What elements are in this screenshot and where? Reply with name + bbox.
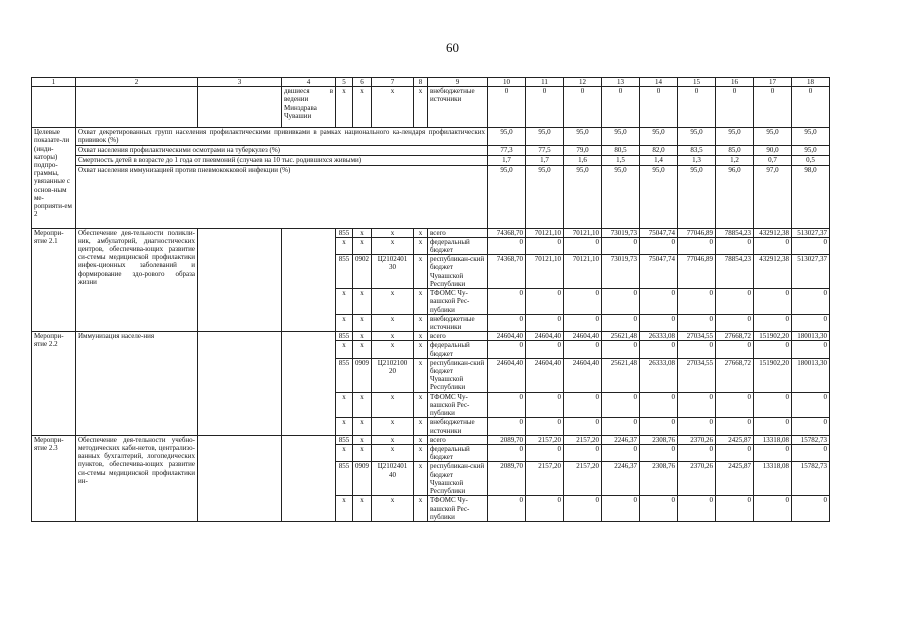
funding-source: федеральный бюджет — [428, 341, 488, 358]
column-number: 5 — [336, 78, 353, 87]
value-cell: 0 — [716, 418, 754, 435]
value-cell: 0 — [640, 289, 678, 315]
value-cell: 13318,08 — [754, 435, 792, 444]
indicator-value: 79,0 — [564, 145, 602, 155]
value-cell: 0 — [792, 237, 830, 254]
budget-code-cell: 855 — [336, 462, 353, 496]
value-cell: 0 — [602, 496, 640, 522]
budget-code-cell: Ц2102401 40 — [372, 462, 414, 496]
indicator-value: 1,6 — [564, 155, 602, 165]
column-number: 13 — [602, 78, 640, 87]
budget-code-cell: 855 — [336, 332, 353, 341]
value-cell: 0 — [640, 314, 678, 331]
budget-code-cell: x — [353, 87, 372, 128]
value-cell: 0 — [754, 289, 792, 315]
value-cell: 27668,72 — [716, 358, 754, 392]
value-cell: 0 — [754, 87, 792, 128]
value-cell: 26333,08 — [640, 358, 678, 392]
indicator-value: 95,0 — [564, 165, 602, 228]
budget-code-cell: x — [353, 392, 372, 418]
empty-cell — [282, 435, 336, 521]
empty-cell — [282, 228, 336, 332]
empty-cell — [76, 87, 198, 128]
column-number: 1 — [32, 78, 76, 87]
budget-code-cell: x — [372, 496, 414, 522]
budget-code-cell: x — [336, 445, 353, 462]
funding-source: всего — [428, 332, 488, 341]
value-cell: 0 — [678, 341, 716, 358]
value-cell: 73019,73 — [602, 255, 640, 289]
budget-code-cell: x — [372, 392, 414, 418]
indicator-text: Охват декретированных групп населения профилактическими прививками в рамках национального ка-лендаря профилактических прививок (%) — [76, 128, 488, 145]
budget-code-cell: x — [353, 314, 372, 331]
value-cell: 0 — [716, 496, 754, 522]
funding-source: внебюджетные источники — [428, 418, 488, 435]
value-cell: 70121,10 — [564, 228, 602, 237]
indicator-value: 95,0 — [526, 165, 564, 228]
value-cell: 0 — [488, 418, 526, 435]
value-cell: 2370,26 — [678, 435, 716, 444]
value-cell: 25621,48 — [602, 332, 640, 341]
indicator-value: 1,3 — [678, 155, 716, 165]
indicator-value: 96,0 — [716, 165, 754, 228]
value-cell: 15782,73 — [792, 462, 830, 496]
budget-code-cell: x — [414, 228, 428, 237]
value-cell: 0 — [488, 314, 526, 331]
funding-source: республикан-ский бюджет Чувашской Республики — [428, 462, 488, 496]
value-cell: 2089,70 — [488, 462, 526, 496]
column-number: 9 — [428, 78, 488, 87]
value-cell: 0 — [678, 392, 716, 418]
indicator-text: Охват населения иммунизацией против пневмококковой инфекции (%) — [76, 165, 488, 228]
budget-code-cell: x — [372, 237, 414, 254]
executor-cell: двшиеся в ведении Минздрава Чувашии — [282, 87, 336, 128]
value-cell: 0 — [754, 341, 792, 358]
value-cell: 24604,40 — [526, 358, 564, 392]
value-cell: 2308,76 — [640, 462, 678, 496]
value-cell: 0 — [792, 87, 830, 128]
value-cell: 0 — [678, 418, 716, 435]
value-cell: 0 — [678, 445, 716, 462]
budget-code-cell: x — [336, 418, 353, 435]
value-cell: 0 — [678, 496, 716, 522]
value-cell: 0 — [602, 445, 640, 462]
indicator-value: 95,0 — [640, 165, 678, 228]
value-cell: 0 — [792, 314, 830, 331]
value-cell: 0 — [602, 392, 640, 418]
measure-label: Меропри-ятие 2.3 — [32, 435, 76, 521]
indicator-value: 95,0 — [640, 128, 678, 145]
value-cell: 74368,70 — [488, 255, 526, 289]
budget-code-cell: x — [336, 314, 353, 331]
measure-name: Обеспечение дея-тельности учебно-методических каби-нетов, централизо-ванных бухгалтерий, логопедических пунктов, обеспечива-ющих развитие си-стемы медицинской профилактики ин- — [76, 435, 198, 521]
value-cell: 0 — [602, 418, 640, 435]
indicator-value: 95,0 — [564, 128, 602, 145]
budget-code-cell: x — [414, 496, 428, 522]
value-cell: 77046,89 — [678, 228, 716, 237]
value-cell: 2157,20 — [526, 462, 564, 496]
value-cell: 27034,55 — [678, 332, 716, 341]
value-cell: 432912,38 — [754, 228, 792, 237]
table-row — [32, 87, 830, 128]
value-cell: 78854,23 — [716, 228, 754, 237]
value-cell: 0 — [488, 237, 526, 254]
value-cell: 0 — [640, 418, 678, 435]
budget-code-cell: x — [414, 332, 428, 341]
indicator-value: 0,7 — [754, 155, 792, 165]
value-cell: 2246,37 — [602, 435, 640, 444]
budget-code-cell: x — [414, 341, 428, 358]
budget-code-cell: 855 — [336, 435, 353, 444]
budget-code-cell: x — [336, 289, 353, 315]
column-number: 8 — [414, 78, 428, 87]
indicator-value: 95,0 — [602, 128, 640, 145]
funding-source: ТФОМС Чу-вашской Рес-публики — [428, 289, 488, 315]
value-cell: 24604,40 — [488, 358, 526, 392]
value-cell: 0 — [754, 496, 792, 522]
value-cell: 0 — [678, 87, 716, 128]
value-cell: 73019,73 — [602, 228, 640, 237]
value-cell: 75047,74 — [640, 255, 678, 289]
value-cell: 180013,30 — [792, 332, 830, 341]
value-cell: 0 — [564, 314, 602, 331]
budget-code-cell: x — [372, 445, 414, 462]
funding-source: федеральный бюджет — [428, 445, 488, 462]
value-cell: 0 — [678, 237, 716, 254]
value-cell: 0 — [678, 289, 716, 315]
budget-code-cell: x — [336, 237, 353, 254]
column-number: 18 — [792, 78, 830, 87]
indicator-value: 1,4 — [640, 155, 678, 165]
budget-code-cell: x — [414, 358, 428, 392]
budget-code-cell: x — [353, 418, 372, 435]
value-cell: 24604,40 — [564, 332, 602, 341]
budget-code-cell: Ц2102401 30 — [372, 255, 414, 289]
budget-code-cell: x — [372, 341, 414, 358]
value-cell: 24604,40 — [526, 332, 564, 341]
value-cell: 432912,38 — [754, 255, 792, 289]
indicator-value: 1,5 — [602, 155, 640, 165]
table-row — [32, 435, 830, 444]
indicator-value: 1,2 — [716, 155, 754, 165]
page-number: 60 — [446, 40, 459, 55]
funding-source: республикан-ский бюджет Чувашской Республики — [428, 358, 488, 392]
column-number: 16 — [716, 78, 754, 87]
indicator-row — [32, 128, 830, 145]
value-cell: 0 — [716, 341, 754, 358]
budget-code-cell: x — [372, 418, 414, 435]
budget-code-cell: x — [336, 87, 353, 128]
value-cell: 27668,72 — [716, 332, 754, 341]
column-number: 12 — [564, 78, 602, 87]
budget-code-cell: x — [414, 87, 428, 128]
column-number: 3 — [198, 78, 282, 87]
budget-code-cell: x — [336, 392, 353, 418]
funding-source: федеральный бюджет — [428, 237, 488, 254]
value-cell: 0 — [716, 445, 754, 462]
value-cell: 2157,20 — [526, 435, 564, 444]
funding-source: всего — [428, 228, 488, 237]
indicator-value: 95,0 — [602, 165, 640, 228]
value-cell: 0 — [564, 445, 602, 462]
budget-code-cell: x — [353, 332, 372, 341]
value-cell: 70121,10 — [526, 255, 564, 289]
budget-code-cell: 0909 — [353, 358, 372, 392]
value-cell: 2425,87 — [716, 435, 754, 444]
value-cell: 0 — [564, 87, 602, 128]
value-cell: 0 — [640, 237, 678, 254]
value-cell: 24604,40 — [564, 358, 602, 392]
value-cell: 2370,26 — [678, 462, 716, 496]
indicator-value: 95,0 — [678, 165, 716, 228]
budget-code-cell: x — [336, 341, 353, 358]
empty-cell — [32, 87, 76, 128]
value-cell: 0 — [640, 392, 678, 418]
value-cell: 0 — [526, 289, 564, 315]
budget-code-cell: x — [353, 228, 372, 237]
value-cell: 2089,70 — [488, 435, 526, 444]
value-cell: 0 — [754, 392, 792, 418]
value-cell: 0 — [564, 418, 602, 435]
budget-code-cell: x — [353, 237, 372, 254]
funding-source: всего — [428, 435, 488, 444]
value-cell: 0 — [526, 87, 564, 128]
budget-code-cell: x — [414, 289, 428, 315]
value-cell: 0 — [716, 392, 754, 418]
value-cell: 0 — [678, 314, 716, 331]
indicator-value: 77,3 — [488, 145, 526, 155]
value-cell: 0 — [792, 445, 830, 462]
budget-code-cell: x — [414, 255, 428, 289]
value-cell: 0 — [564, 496, 602, 522]
budget-code-cell: 855 — [336, 255, 353, 289]
value-cell: 0 — [564, 392, 602, 418]
value-cell: 78854,23 — [716, 255, 754, 289]
indicator-value: 77,5 — [526, 145, 564, 155]
budget-code-cell: x — [414, 314, 428, 331]
funding-source: республикан-ский бюджет Чувашской Республики — [428, 255, 488, 289]
value-cell: 0 — [640, 87, 678, 128]
budget-code-cell: 0909 — [353, 462, 372, 496]
value-cell: 0 — [564, 341, 602, 358]
indicator-value: 82,0 — [640, 145, 678, 155]
column-number: 4 — [282, 78, 336, 87]
budget-code-cell: x — [372, 314, 414, 331]
value-cell: 2246,37 — [602, 462, 640, 496]
measure-label: Меропри-ятие 2.1 — [32, 228, 76, 332]
value-cell: 70121,10 — [564, 255, 602, 289]
indicator-value: 83,5 — [678, 145, 716, 155]
indicator-text: Охват населения профилактическими осмотрами на туберкулез (%) — [76, 145, 488, 155]
budget-code-cell: x — [414, 435, 428, 444]
column-number: 17 — [754, 78, 792, 87]
value-cell: 0 — [754, 314, 792, 331]
value-cell: 27034,55 — [678, 358, 716, 392]
column-number: 6 — [353, 78, 372, 87]
value-cell: 77046,89 — [678, 255, 716, 289]
column-number: 2 — [76, 78, 198, 87]
value-cell: 13318,08 — [754, 462, 792, 496]
budget-code-cell: x — [353, 496, 372, 522]
empty-cell — [198, 435, 282, 521]
value-cell: 0 — [602, 314, 640, 331]
value-cell: 0 — [602, 341, 640, 358]
budget-code-cell: x — [414, 392, 428, 418]
value-cell: 0 — [716, 289, 754, 315]
indicator-value: 95,0 — [716, 128, 754, 145]
value-cell: 0 — [488, 289, 526, 315]
measure-label: Меропри-ятие 2.2 — [32, 332, 76, 436]
value-cell: 0 — [792, 392, 830, 418]
budget-code-cell: 0902 — [353, 255, 372, 289]
value-cell: 0 — [526, 418, 564, 435]
value-cell: 513027,37 — [792, 255, 830, 289]
value-cell: 74368,70 — [488, 228, 526, 237]
value-cell: 24604,40 — [488, 332, 526, 341]
value-cell: 70121,10 — [526, 228, 564, 237]
value-cell: 0 — [488, 392, 526, 418]
budget-code-cell: x — [372, 435, 414, 444]
value-cell: 180013,30 — [792, 358, 830, 392]
indicator-row — [32, 145, 830, 155]
value-cell: 0 — [526, 341, 564, 358]
value-cell: 0 — [716, 314, 754, 331]
indicator-value: 1,7 — [526, 155, 564, 165]
table-row — [32, 332, 830, 341]
budget-code-cell: x — [414, 445, 428, 462]
empty-cell — [282, 332, 336, 436]
value-cell: 15782,73 — [792, 435, 830, 444]
budget-code-cell: x — [372, 289, 414, 315]
budget-code-cell: x — [372, 228, 414, 237]
column-number: 7 — [372, 78, 414, 87]
empty-cell — [198, 228, 282, 332]
value-cell: 0 — [640, 445, 678, 462]
indicator-value: 97,0 — [754, 165, 792, 228]
budget-code-cell: Ц2102100 20 — [372, 358, 414, 392]
indicator-value: 95,0 — [678, 128, 716, 145]
value-cell: 0 — [488, 496, 526, 522]
value-cell: 0 — [716, 237, 754, 254]
value-cell: 0 — [792, 418, 830, 435]
value-cell: 0 — [526, 237, 564, 254]
value-cell: 0 — [526, 445, 564, 462]
column-number: 15 — [678, 78, 716, 87]
budget-code-cell: x — [372, 332, 414, 341]
indicator-value: 95,0 — [488, 165, 526, 228]
empty-cell — [198, 332, 282, 436]
header-row — [32, 78, 830, 87]
value-cell: 0 — [526, 314, 564, 331]
column-number: 11 — [526, 78, 564, 87]
indicator-value: 1,7 — [488, 155, 526, 165]
value-cell: 0 — [602, 289, 640, 315]
value-cell: 0 — [564, 237, 602, 254]
value-cell: 0 — [526, 392, 564, 418]
value-cell: 0 — [792, 289, 830, 315]
indicator-row — [32, 165, 830, 228]
value-cell: 75047,74 — [640, 228, 678, 237]
value-cell: 0 — [602, 237, 640, 254]
budget-code-cell: x — [353, 341, 372, 358]
budget-code-cell: x — [353, 289, 372, 315]
funding-source: ТФОМС Чу-вашской Рес-публики — [428, 392, 488, 418]
budget-code-cell: x — [336, 496, 353, 522]
measure-name: Обеспечение дея-тельности поликли-ник, амбулаторий, диагностических центров, обеспечива-ющих развитие си-стемы медицинской профилактики инфек-ционных заболеваний и формирование здо-рового образа жизни — [76, 228, 198, 332]
indicator-value: 95,0 — [792, 145, 830, 155]
value-cell: 25621,48 — [602, 358, 640, 392]
funding-source: ТФОМС Чу-вашской Рес-публики — [428, 496, 488, 522]
indicator-value: 95,0 — [526, 128, 564, 145]
value-cell: 26333,08 — [640, 332, 678, 341]
budget-code-cell: x — [372, 87, 414, 128]
budget-code-cell: x — [353, 435, 372, 444]
indicator-row — [32, 155, 830, 165]
indicator-value: 95,0 — [754, 128, 792, 145]
budget-code-cell: x — [353, 445, 372, 462]
value-cell: 0 — [564, 289, 602, 315]
indicator-value: 85,0 — [716, 145, 754, 155]
value-cell: 0 — [754, 445, 792, 462]
value-cell: 151902,20 — [754, 332, 792, 341]
column-number: 14 — [640, 78, 678, 87]
value-cell: 0 — [754, 418, 792, 435]
value-cell: 2308,76 — [640, 435, 678, 444]
value-cell: 0 — [754, 237, 792, 254]
value-cell: 2157,20 — [564, 462, 602, 496]
targets-label: Целевые показате-ли (инди-каторы) подпро-граммы, увязанные с основ-ным ме-роприяти-ем 2 — [32, 128, 76, 228]
indicator-value: 90,0 — [754, 145, 792, 155]
table-row — [32, 228, 830, 237]
funding-source: внебюджетные источники — [428, 314, 488, 331]
value-cell: 0 — [640, 341, 678, 358]
value-cell: 151902,20 — [754, 358, 792, 392]
measure-name: Иммунизация населе-ния — [76, 332, 198, 436]
value-cell: 513027,37 — [792, 228, 830, 237]
budget-code-cell: 855 — [336, 358, 353, 392]
value-cell: 0 — [488, 445, 526, 462]
budget-code-cell: x — [414, 418, 428, 435]
empty-cell — [198, 87, 282, 128]
value-cell: 0 — [792, 496, 830, 522]
budget-code-cell: 855 — [336, 228, 353, 237]
indicator-value: 0,5 — [792, 155, 830, 165]
value-cell: 0 — [526, 496, 564, 522]
value-cell: 0 — [792, 341, 830, 358]
indicator-value: 98,0 — [792, 165, 830, 228]
value-cell: 0 — [488, 341, 526, 358]
indicator-value: 95,0 — [488, 128, 526, 145]
budget-table — [31, 77, 830, 522]
value-cell: 0 — [640, 496, 678, 522]
budget-code-cell: x — [414, 237, 428, 254]
indicator-text: Смертность детей в возрасте до 1 года от пневмоний (случаев на 10 тыс. родившихся живыми) — [76, 155, 488, 165]
value-cell: 2157,20 — [564, 435, 602, 444]
indicator-value: 80,5 — [602, 145, 640, 155]
value-cell: 0 — [716, 87, 754, 128]
budget-code-cell: x — [414, 462, 428, 496]
value-cell: 0 — [488, 87, 526, 128]
value-cell: 2425,87 — [716, 462, 754, 496]
funding-source: внебюджетные источники — [428, 87, 488, 128]
column-number: 10 — [488, 78, 526, 87]
indicator-value: 95,0 — [792, 128, 830, 145]
value-cell: 0 — [602, 87, 640, 128]
